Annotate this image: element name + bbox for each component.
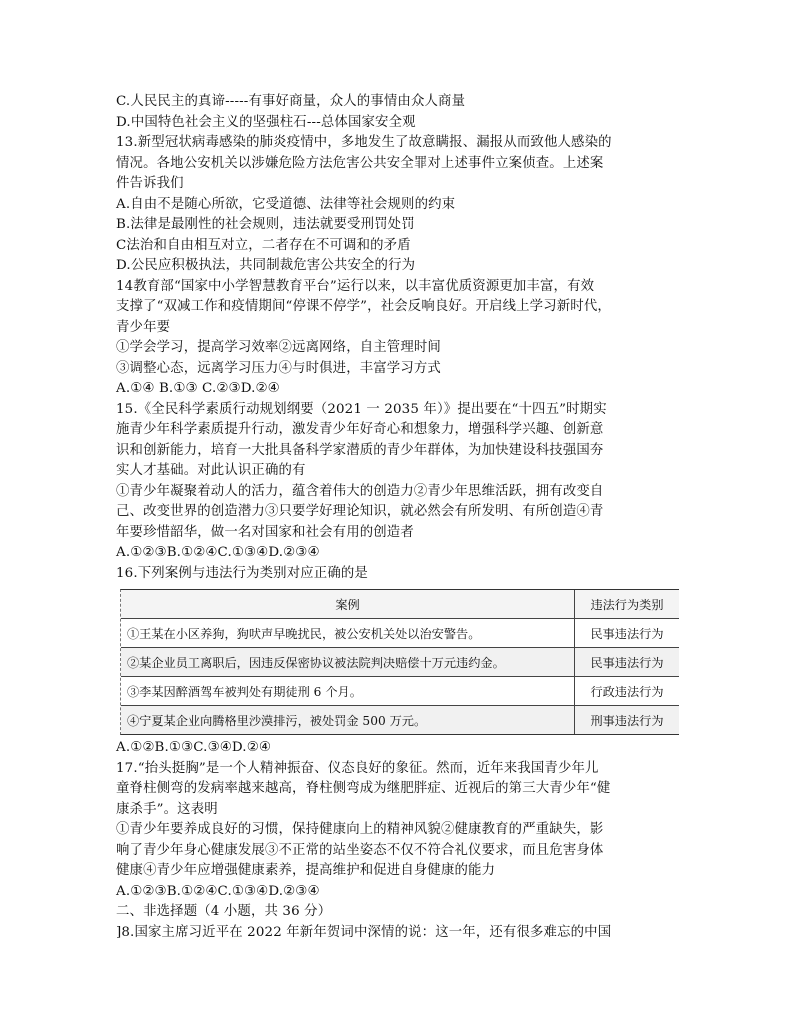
text-line: B.法律是最刚性的社会规则，违法就要受刑罚处罚 (116, 217, 415, 232)
case-cell: ④宁夏某企业向腾格里沙漠排污，被处罚金 500 万元。 (121, 706, 575, 735)
text-line: 青少年要 (116, 319, 171, 335)
text-line: 二、非选择题（4 小题，共 36 分） (116, 904, 332, 919)
text-line: 施青少年科学素质提升行动，激发青少年好奇心和想象力，增强科学兴趣、创新意 (116, 422, 604, 437)
table-row (121, 619, 679, 648)
text-line: A.①②③B.①②④C.①③④D.②③④ (116, 883, 320, 899)
table-row (121, 648, 679, 677)
text-line: 响了青少年身心健康发展③不正常的站坐姿态不仅不符合礼仪要求，而且危害身体 (116, 842, 604, 858)
type-cell: 民事违法行为 (575, 619, 680, 648)
type-cell: 行政违法行为 (575, 677, 680, 706)
text-line: 支撑了“双减工作和疫情期间“停课不停学”，社会反响良好。开启线上学习新时代， (116, 299, 611, 314)
case-cell: ②某企业员工离职后，因违反保密协议被法院判决赔偿十万元违约金。 (121, 648, 575, 677)
case-cell: ①王某在小区养狗，狗吠声早晚扰民，被公安机关处以治安警告。 (121, 619, 575, 648)
text-line: 16.下列案例与违法行为类别对应正确的是 (116, 565, 368, 581)
text-line: D.中国特色社会主义的坚强柱石---总体国家安全观 (116, 114, 416, 130)
text-line: 实人才基础。对此认识正确的有 (116, 463, 306, 478)
type-cell: 民事违法行为 (575, 648, 680, 677)
text-line: 14教育部“国家中小学智慧教育平台”运行以来，以丰富优质资源更加丰富，有效 (116, 278, 595, 294)
text-line: 康杀手”。这表明 (116, 801, 218, 817)
text-line: A.自由不是随心所欲，它受道德、法律等社会规则的约束 (116, 196, 456, 212)
exam-page (116, 92, 682, 943)
table-header-row (121, 590, 679, 619)
text-line: A.①②③B.①②④C.①③④D.②③④ (116, 545, 320, 560)
table-row (121, 677, 679, 706)
text-line: A.①②B.①③C.③④D.②④ (116, 740, 271, 755)
case-table-container (120, 589, 679, 735)
text-line: 年要珍惜韶华，做一名对国家和社会有用的创造者 (116, 524, 414, 540)
text-line: ]8.国家主席习近平在 2022 年新年贺词中深情的说：这一年，还有很多难忘的中国 (116, 924, 612, 940)
table-row (121, 706, 679, 735)
text-line: 件告诉我们 (116, 176, 184, 191)
text-line: ①学会学习，提高学习效率②远离网络，自主管理时间 (116, 340, 441, 355)
text-line: C.人民民主的真谛-----有事好商量，众人的事情由众人商量 (116, 94, 466, 109)
text-line: 己、改变世界的创造潜力③只要学好理论知识，就必然会有所发明、有所创造④青 (116, 504, 604, 519)
text-line: 17.“抬头挺胸”是一个人精神振奋、仪态良好的象征。然而，近年来我国青少年儿 (116, 760, 599, 776)
text-line: ③调整心态，远离学习压力④与时俱进，丰富学习方式 (116, 360, 441, 376)
text-line: C法治和自由相互对立，二者存在不可调和的矛盾 (116, 237, 411, 253)
text-line: 13.新型冠状病毒感染的肺炎疫情中，多地发生了故意瞒报、漏报从而致他人感染的 (116, 135, 612, 150)
text-line: ①青少年凝聚着动人的活力，蕴含着伟大的创造力②青少年思维活跃，拥有改变自 (116, 483, 604, 499)
type-cell: 刑事违法行为 (575, 706, 680, 735)
text-line: 情况。各地公安机关以涉嫌危险方法危害公共安全罪对上述事件立案侦查。上述案 (116, 155, 604, 171)
text-line: 15.《全民科学素质行动规划纲要（2021 一 2035 年）》提出要在“十四五”时期实 (116, 401, 607, 417)
text-line: D.公民应积极执法，共同制裁危害公共安全的行为 (116, 258, 416, 273)
case-cell: ③李某因醉酒驾车被判处有期徒刑 6 个月。 (121, 677, 575, 706)
text-line: A.①④ B.①③ C.②③D.②④ (116, 381, 280, 396)
text-block-after-table (116, 738, 682, 943)
header-type: 违法行为类别 (575, 590, 680, 619)
text-line: ①青少年要养成良好的习惯，保持健康向上的精神风貌②健康教育的严重缺失，影 (116, 822, 604, 837)
text-line: 童脊柱侧弯的发病率越来越高，脊柱侧弯成为继肥胖症、近视后的第三大青少年“健 (116, 781, 611, 796)
text-line: 识和创新能力，培育一大批具备科学家潜质的青少年群体，为加快建设科技强国夯 (116, 442, 604, 458)
case-table (121, 590, 679, 734)
text-block-before-table (116, 92, 682, 584)
text-line: 健康④青少年应增强健康素养，提高维护和促进自身健康的能力 (116, 863, 496, 878)
header-case: 案例 (121, 590, 575, 619)
